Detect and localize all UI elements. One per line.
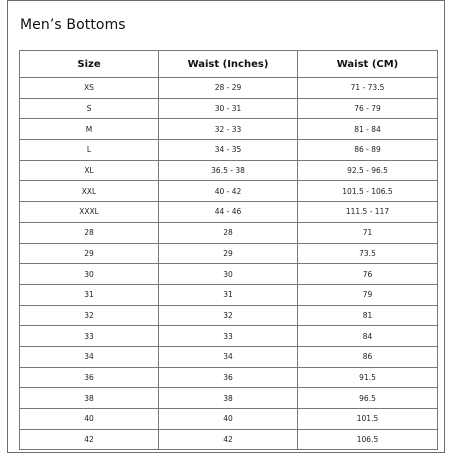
size-cell: 30: [20, 264, 159, 285]
table-row: [20, 243, 438, 264]
column-header-waist-cm: Waist (CM): [298, 51, 438, 78]
size-cell: XS: [20, 78, 159, 99]
table-row: [20, 346, 438, 367]
size-cell: 29: [20, 243, 159, 264]
table-row: [20, 305, 438, 326]
waist-inches-cell: 40 - 42: [159, 181, 298, 202]
size-cell: S: [20, 98, 159, 119]
waist-cm-cell: 81 - 84: [298, 119, 438, 140]
table-row: [20, 181, 438, 202]
waist-cm-cell: 84: [298, 326, 438, 347]
waist-inches-cell: 28: [159, 222, 298, 243]
waist-cm-cell: 101.5 - 106.5: [298, 181, 438, 202]
waist-inches-cell: 32: [159, 305, 298, 326]
waist-inches-cell: 36: [159, 367, 298, 388]
waist-cm-cell: 79: [298, 284, 438, 305]
size-cell: 42: [20, 429, 159, 450]
waist-cm-cell: 111.5 - 117: [298, 202, 438, 223]
size-cell: 40: [20, 409, 159, 430]
waist-cm-cell: 91.5: [298, 367, 438, 388]
waist-cm-cell: 106.5: [298, 429, 438, 450]
waist-cm-cell: 101.5: [298, 409, 438, 430]
size-cell: XXL: [20, 181, 159, 202]
page-title: Men’s Bottoms: [20, 17, 126, 33]
size-chart-card: [7, 0, 445, 453]
table-row: [20, 409, 438, 430]
table-row: [20, 264, 438, 285]
size-cell: 32: [20, 305, 159, 326]
table-row: [20, 98, 438, 119]
size-cell: 36: [20, 367, 159, 388]
waist-cm-cell: 86: [298, 346, 438, 367]
waist-inches-cell: 33: [159, 326, 298, 347]
table-row: [20, 326, 438, 347]
waist-inches-cell: 29: [159, 243, 298, 264]
waist-cm-cell: 76 - 79: [298, 98, 438, 119]
waist-inches-cell: 40: [159, 409, 298, 430]
waist-inches-cell: 30: [159, 264, 298, 285]
waist-cm-cell: 71 - 73.5: [298, 78, 438, 99]
waist-cm-cell: 71: [298, 222, 438, 243]
size-cell: XL: [20, 160, 159, 181]
size-cell: 33: [20, 326, 159, 347]
waist-cm-cell: 86 - 89: [298, 140, 438, 161]
waist-inches-cell: 38: [159, 388, 298, 409]
table-header-row: [20, 51, 438, 78]
waist-cm-cell: 96.5: [298, 388, 438, 409]
table-row: [20, 202, 438, 223]
table-row: [20, 429, 438, 450]
table-row: [20, 160, 438, 181]
size-cell: 38: [20, 388, 159, 409]
waist-inches-cell: 34 - 35: [159, 140, 298, 161]
table-row: [20, 388, 438, 409]
table-row: [20, 284, 438, 305]
waist-cm-cell: 92.5 - 96.5: [298, 160, 438, 181]
waist-inches-cell: 44 - 46: [159, 202, 298, 223]
table-row: [20, 222, 438, 243]
table-row: [20, 119, 438, 140]
waist-inches-cell: 36.5 - 38: [159, 160, 298, 181]
table-body: [20, 78, 438, 450]
waist-inches-cell: 30 - 31: [159, 98, 298, 119]
waist-inches-cell: 28 - 29: [159, 78, 298, 99]
column-header-waist-inches: Waist (Inches): [159, 51, 298, 78]
size-cell: 34: [20, 346, 159, 367]
table-row: [20, 140, 438, 161]
size-cell: XXXL: [20, 202, 159, 223]
table-row: [20, 78, 438, 99]
waist-cm-cell: 81: [298, 305, 438, 326]
waist-inches-cell: 42: [159, 429, 298, 450]
waist-inches-cell: 31: [159, 284, 298, 305]
table-row: [20, 367, 438, 388]
column-header-size: Size: [20, 51, 159, 78]
waist-inches-cell: 32 - 33: [159, 119, 298, 140]
size-cell: 28: [20, 222, 159, 243]
size-chart-table: [19, 50, 438, 450]
waist-inches-cell: 34: [159, 346, 298, 367]
waist-cm-cell: 73.5: [298, 243, 438, 264]
size-cell: M: [20, 119, 159, 140]
size-cell: 31: [20, 284, 159, 305]
size-cell: L: [20, 140, 159, 161]
waist-cm-cell: 76: [298, 264, 438, 285]
